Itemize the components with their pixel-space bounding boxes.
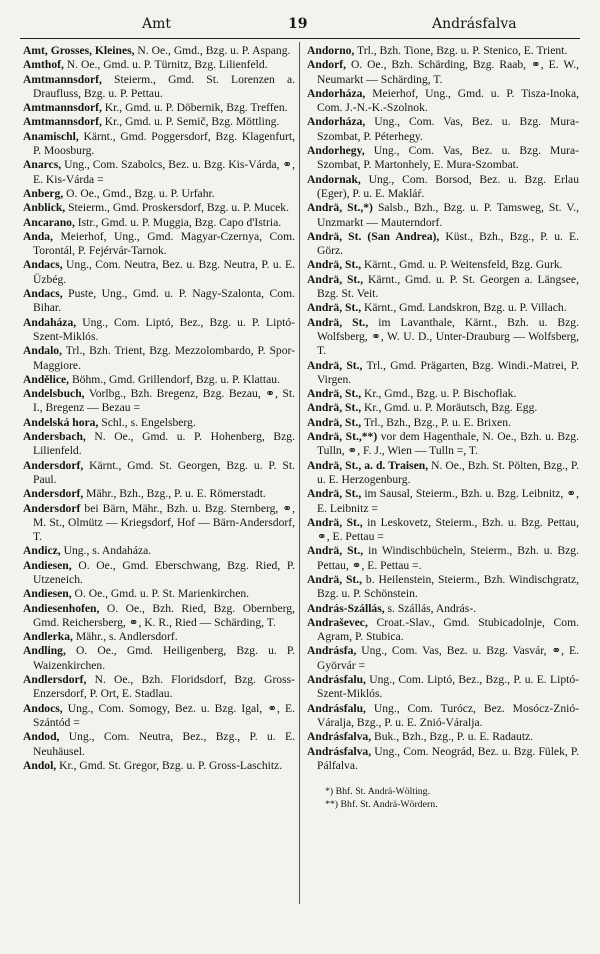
- gazetteer-entry: [307, 644, 579, 673]
- entry-description: Buk., Bzh., Bzg., P. u. E. Radautz.: [371, 730, 534, 744]
- gazetteer-entry: [307, 359, 579, 388]
- entry-headword: Andersdorf,: [23, 458, 84, 472]
- entry-headword: Anblick,: [23, 201, 66, 215]
- entry-description: O. Oe., Bzh. Ried, Bzg. Obernberg, Gmd. Reichersberg, ⚭, K. R., Ried — Schärding, T.: [33, 601, 295, 629]
- entry-description: Ung., Com. Somogy, Bez. u. Bzg. Igal, ⚭, E. Szántód =: [33, 701, 295, 729]
- entry-description: N. Oe., Bzh. St. Pölten, Bzg., P. u. E. Herzogenburg.: [317, 458, 579, 486]
- entry-headword: Andrä, St.,: [307, 387, 362, 401]
- entry-description: vor dem Hagenthale, N. Oe., Bzh. u. Bzg. Tulln, ⚭, F. J., Wien — Tulln =, T.: [317, 430, 579, 458]
- entry-description: O. Oe., Gmd. Heiligenberg, Bzg. u. P. Waizenkirchen.: [33, 644, 295, 672]
- entry-headword: Andrä, St.,: [307, 301, 362, 315]
- right-column-entries: [307, 44, 579, 773]
- gazetteer-entry: [23, 387, 295, 416]
- entry-description: Kr., Gmd. u. P. Moräutsch, Bzg. Egg.: [361, 401, 538, 415]
- gazetteer-entry: [23, 73, 295, 102]
- gazetteer-entry: [307, 673, 579, 702]
- entry-description: Ung., Com. Vas, Bez. u. Bzg. Mura-Szombat, P. Péterhegy.: [317, 115, 579, 143]
- gazetteer-entry: [307, 702, 579, 731]
- entry-description: im Sausal, Steierm., Bzh. u. Bzg. Leibnitz, ⚭, E. Leibnitz =: [317, 487, 579, 515]
- header-left-guide-word: Amt: [142, 16, 172, 32]
- entry-description: Croat.-Slav., Gmd. Stubicadolnje, Com. Agram, P. Stubica.: [317, 615, 579, 644]
- entry-description: Ung., Com. Liptó, Bez., Bzg., P. u. E. Liptó-Szent-Miklós.: [317, 673, 579, 701]
- entry-description: Trl., Bzh., Bzg., P. u. E. Brixen.: [361, 415, 511, 429]
- gazetteer-entry: [23, 201, 295, 215]
- gazetteer-entry: [23, 602, 295, 631]
- entry-headword: Amtmannsdorf,: [23, 101, 102, 115]
- entry-headword: Andol,: [23, 758, 57, 772]
- entry-headword: Amtmannsdorf,: [23, 72, 102, 86]
- gazetteer-entry: [307, 201, 579, 230]
- entry-headword: Amt, Grosses, Kleines,: [23, 44, 135, 57]
- entry-headword: Andrä, St.,: [307, 258, 362, 272]
- entry-description: N. Oe., Gmd., Bzg. u. P. Aspang.: [134, 44, 291, 57]
- gazetteer-entry: [307, 58, 579, 87]
- entry-description: Meierhof, Ung., Gmd. u. P. Tisza-Inoka, Com. J.-N.-K.-Szolnok.: [317, 86, 579, 115]
- header-right-guide-word: Andrásfalva: [432, 16, 517, 32]
- entry-description: Kr., Gmd., Bzg. u. P. Bischoflak.: [361, 387, 517, 401]
- gazetteer-entry: [307, 602, 579, 616]
- entry-headword: Andiesenhofen,: [23, 601, 100, 615]
- entry-headword: Andrä, St.,: [307, 358, 363, 372]
- entry-description: in Leskovetz, Steierm., Bzh. u. Bzg. Pettau, ⚭, E. Pettau =: [317, 515, 579, 544]
- gazetteer-entry: [23, 459, 295, 488]
- entry-description: Kr., Gmd. St. Gregor, Bzg. u. P. Gross-Laschitz.: [56, 758, 283, 772]
- entry-description: N. Oe., Bzh. Floridsdorf, Bzg. Gross-Enzersdorf, P. Ort, E. Stadlau.: [33, 673, 295, 701]
- entry-headword: Andiesen,: [23, 558, 72, 572]
- entry-description: Ung., Com. Borsod, Bez. u. Bzg. Erlau (Eger), P. u. E. Makláŕ.: [317, 172, 579, 200]
- entry-headword: Andersbach,: [23, 430, 86, 444]
- gazetteer-entry: [23, 630, 295, 644]
- entry-description: Trl., Bzh. Trient, Bzg. Mezzolombardo, P. Spor-Maggiore.: [33, 344, 295, 372]
- running-header: [20, 12, 580, 39]
- gazetteer-entry: [307, 616, 579, 645]
- gazetteer-entry: [23, 344, 295, 373]
- entry-headword: Andrásfalva,: [307, 744, 372, 758]
- gazetteer-entry: [23, 101, 295, 115]
- gazetteer-entry: [307, 430, 579, 459]
- entry-headword: Anda,: [23, 229, 53, 243]
- gazetteer-entry: [23, 216, 295, 230]
- entry-headword: Andorhegy,: [307, 144, 365, 158]
- entry-description: Kärnt., Gmd. St. Georgen, Bzg. u. P. St. Paul.: [33, 458, 295, 486]
- entry-description: Mähr., Bzh., Bzg., P. u. E. Römerstadt.: [83, 487, 266, 501]
- entry-headword: Andrásfa,: [307, 644, 357, 658]
- gazetteer-entry: [23, 416, 295, 430]
- entry-description: Vorlbg., Bzh. Bregenz, Bzg. Bezau, ⚭, St. I., Bregenz — Bezau =: [33, 387, 295, 415]
- gazetteer-entry: [307, 258, 579, 272]
- entry-description: O. Oe., Gmd., Bzg. u. P. Urfahr.: [63, 186, 215, 200]
- entry-headword: Andrä, St.,: [307, 415, 362, 429]
- entry-description: Böhm., Gmd. Grillendorf, Bzg. u. P. Klattau.: [69, 372, 280, 386]
- entry-headword: Andacs,: [23, 287, 63, 301]
- gazetteer-entry: [307, 544, 579, 573]
- entry-headword: Andrásfalu,: [307, 701, 366, 715]
- entry-description: b. Heilenstein, Steierm., Bzh. Windischgratz, Bzg. u. P. Schönstein.: [317, 572, 579, 601]
- entry-headword: Andelsbuch,: [23, 387, 85, 401]
- entry-headword: Andělice,: [23, 372, 70, 386]
- entry-headword: Andrä, St.,*): [307, 201, 373, 215]
- entry-description: Kärnt., Gmd. u. P. Weitensfeld, Bzg. Gurk.: [361, 258, 563, 272]
- entry-headword: Andrä, St.,: [307, 572, 363, 586]
- entry-headword: Andelská hora,: [23, 415, 99, 429]
- gazetteer-entry: [23, 673, 295, 702]
- entry-description: Küst., Bzh., Bzg., P. u. E. Görz.: [317, 229, 579, 258]
- entry-description: Ung., Com. Neutra, Bez., Bzg., P. u. E. Neuhäusel.: [33, 730, 295, 758]
- gazetteer-entry: [23, 502, 295, 545]
- entry-headword: Andrásfalu,: [307, 673, 366, 687]
- gazetteer-entry: [307, 87, 579, 116]
- entry-headword: Andorháza,: [307, 86, 366, 100]
- gazetteer-entry: [23, 44, 295, 58]
- entry-description: im Lavanthale, Kärnt., Bzh. u. Bzg. Wolfsberg, ⚭, W. U. D., Unter-Drauburg — Wolfsberg, T.: [317, 315, 579, 358]
- gazetteer-entry: [23, 230, 295, 259]
- gazetteer-entry: [23, 559, 295, 588]
- gazetteer-entry: [307, 487, 579, 516]
- entry-description: Ung., Com. Vas, Bez. u. Bzg. Mura-Szombat, P. Martonhely, E. Mura-Szombat.: [317, 144, 579, 172]
- gazetteer-entry: [23, 587, 295, 601]
- gazetteer-entry: [23, 487, 295, 501]
- footnote: *) Bhf. St. Andrä-Wölting.: [325, 786, 431, 798]
- footnotes: [307, 785, 579, 811]
- entry-description: Ung., Com. Neutra, Bez. u. Bzg. Neutra, P. u. E. Üzbég.: [33, 258, 295, 286]
- entry-description: Puste, Ung., Gmd. u. P. Nagy-Szalonta, Com. Bihar.: [33, 287, 295, 315]
- gazetteer-entry: [23, 158, 295, 187]
- gazetteer-entry: [23, 287, 295, 316]
- entry-headword: András-Szállás,: [307, 601, 385, 615]
- gazetteer-entry: [307, 573, 579, 602]
- entry-headword: Andaháza,: [23, 315, 77, 329]
- entry-description: Steierm., Gmd. St. Lorenzen a. Draufluss, Bzg. u. P. Pettau.: [33, 72, 295, 100]
- entry-headword: Andorf,: [307, 58, 346, 72]
- entry-description: O. Oe., Gmd. u. P. St. Marienkirchen.: [71, 587, 250, 601]
- gazetteer-entry: [23, 759, 295, 773]
- entry-description: Steierm., Gmd. Proskersdorf, Bzg. u. P. Mucek.: [65, 201, 290, 215]
- entry-description: Meierhof, Ung., Gmd. Magyar-Czernya, Com. Torontál, P. Fejérvár-Tarnok.: [33, 229, 295, 258]
- gazetteer-entry: [307, 44, 579, 58]
- left-column: [23, 44, 295, 773]
- entry-description: Kr., Gmd. u. P. Döbernik, Bzg. Treffen.: [101, 101, 288, 115]
- entry-headword: Andrä, St.,: [307, 272, 364, 286]
- entry-description: Kärnt., Gmd. Poggersdorf, Bzg. Klagenfurt, P. Moosburg.: [33, 129, 295, 158]
- entry-headword: Amtmannsdorf,: [23, 115, 102, 129]
- entry-description: Trl., Bzh. Tione, Bzg. u. P. Stenico, E. Trient.: [354, 44, 568, 57]
- entry-description: Istr., Gmd. u. P. Muggia, Bzg. Capo d'Istria.: [74, 215, 282, 229]
- gazetteer-entry: [307, 115, 579, 144]
- entry-headword: Andorno,: [307, 44, 355, 57]
- entry-description: Ung., Com. Turócz, Bez. Mosócz-Znió-Váralja, Bzg., P. u. E. Znió-Váralja.: [317, 701, 579, 729]
- entry-description: Kärnt., Gmd. u. P. St. Georgen a. Längsee, Bzg. St. Veit.: [317, 272, 579, 301]
- entry-headword: Andlerka,: [23, 630, 73, 644]
- page-number: 19: [288, 16, 308, 32]
- entry-description: Ung., Com. Szabolcs, Bez. u. Bzg. Kis-Várda, ⚭, E. Kis-Várda =: [33, 158, 295, 186]
- entry-description: N. Oe., Gmd. u. P. Hohenberg, Bzg. Lilienfeld.: [33, 430, 295, 458]
- entry-headword: Andrä, St.,: [307, 401, 362, 415]
- entry-headword: Andorháza,: [307, 115, 366, 129]
- gazetteer-entry: [307, 730, 579, 744]
- entry-headword: Andicz,: [23, 544, 61, 558]
- entry-headword: Andersdorf,: [23, 487, 84, 501]
- entry-headword: Anberg,: [23, 186, 64, 200]
- entry-headword: Anamischl,: [23, 129, 79, 143]
- entry-description: Schl., s. Engelsberg.: [98, 415, 196, 429]
- gazetteer-entry: [23, 130, 295, 159]
- entry-description: O. Oe., Bzh. Schärding, Bzg. Raab, ⚭, E. W., Neumarkt — Schärding, T.: [317, 58, 579, 86]
- entry-description: s. Szállás, András-.: [384, 601, 477, 615]
- gazetteer-entry: [23, 544, 295, 558]
- gazetteer-entry: [307, 301, 579, 315]
- gazetteer-entry: [307, 416, 579, 430]
- gazetteer-entry: [307, 230, 579, 259]
- entry-description: Ung., Com. Vas, Bez. u. Bzg. Vasvár, ⚭, E. Györvár =: [317, 644, 579, 672]
- entry-headword: Anarcs,: [23, 158, 62, 172]
- entry-headword: Andalo,: [23, 344, 62, 358]
- entry-description: Ung., s. Andaháza.: [60, 544, 152, 558]
- entry-headword: Andrä, St. (San Andrea),: [307, 229, 440, 243]
- entry-headword: Andrä, St.,: [307, 544, 364, 558]
- entry-headword: Andrä, St.,: [307, 515, 363, 529]
- gazetteer-entry: [23, 115, 295, 129]
- gazetteer-entry: [307, 316, 579, 359]
- gazetteer-entry: [23, 258, 295, 287]
- gazetteer-entry: [23, 373, 295, 387]
- gazetteer-entry: [307, 173, 579, 202]
- entry-headword: Andersdorf: [23, 501, 81, 515]
- entry-description: bei Bärn, Mähr., Bzh. u. Bzg. Sternberg, ⚭, M. St., Olmütz — Kriegsdorf, Hof — Bärn-Andersdorf, T.: [33, 501, 295, 544]
- gazetteer-entry: [23, 644, 295, 673]
- entry-headword: Andlersdorf,: [23, 673, 87, 687]
- entry-headword: Andraševec,: [307, 615, 368, 629]
- entry-headword: Andornak,: [307, 172, 361, 186]
- gazetteer-entry: [307, 459, 579, 488]
- right-column: [307, 44, 579, 811]
- entry-headword: Andrásfalva,: [307, 730, 372, 744]
- entry-description: Ung., Com. Liptó, Bez., Bzg. u. P. Liptó-Szent-Miklós.: [33, 315, 295, 343]
- entry-description: Trl., Gmd. Prägarten, Bzg. Windi.-Matrei, P. Virgen.: [317, 358, 579, 386]
- column-divider: [299, 42, 300, 904]
- entry-headword: Andiesen,: [23, 587, 72, 601]
- entry-headword: Ancarano,: [23, 215, 75, 229]
- entry-description: Salsb., Bzh., Bzg. u. P. Tamsweg, St. V., Unzmarkt — Mauterndorf.: [317, 201, 579, 229]
- entry-headword: Andacs,: [23, 258, 63, 272]
- gazetteer-entry: [307, 745, 579, 774]
- entry-headword: Andrä, St.,: [307, 487, 362, 501]
- entry-headword: Andocs,: [23, 701, 63, 715]
- gazetteer-entry: [307, 273, 579, 302]
- gazetteer-entry: [307, 144, 579, 173]
- entry-headword: Andrä, St.,: [307, 315, 369, 329]
- entry-headword: Andrä, St., a. d. Traisen,: [307, 458, 429, 472]
- gazetteer-entry: [307, 387, 579, 401]
- entry-description: Mähr., s. Andlersdorf.: [72, 630, 178, 644]
- entry-headword: Andling,: [23, 644, 66, 658]
- entry-description: O. Oe., Gmd. Eberschwang, Bzg. Ried, P. Utzeneich.: [33, 558, 295, 586]
- entry-headword: Andrä, St.,**): [307, 430, 378, 444]
- gazetteer-entry: [307, 516, 579, 545]
- entry-description: Ung., Com. Neográd, Bez. u. Bzg. Fülek, P. Pálfalva.: [317, 744, 579, 772]
- entry-headword: Amthof,: [23, 58, 64, 72]
- gazetteer-entry: [307, 401, 579, 415]
- entry-headword: Andod,: [23, 730, 60, 744]
- gazetteer-entry: [23, 58, 295, 72]
- gazetteer-entry: [23, 316, 295, 345]
- gazetteer-entry: [23, 730, 295, 759]
- entry-description: Kr., Gmd. u. P. Semič, Bzg. Möttling.: [101, 115, 280, 129]
- entry-description: N. Oe., Gmd. u. P. Türnitz, Bzg. Lilienfeld.: [63, 58, 268, 72]
- entry-description: in Windischbücheln, Steierm., Bzh. u. Bzg. Pettau, ⚭, E. Pettau =.: [317, 544, 579, 572]
- footnote: **) Bhf. St. Andrä-Wördern.: [325, 799, 438, 811]
- gazetteer-entry: [23, 702, 295, 731]
- gazetteer-entry: [23, 187, 295, 201]
- entry-description: Kärnt., Gmd. Landskron, Bzg. u. P. Villach.: [361, 301, 567, 315]
- gazetteer-entry: [23, 430, 295, 459]
